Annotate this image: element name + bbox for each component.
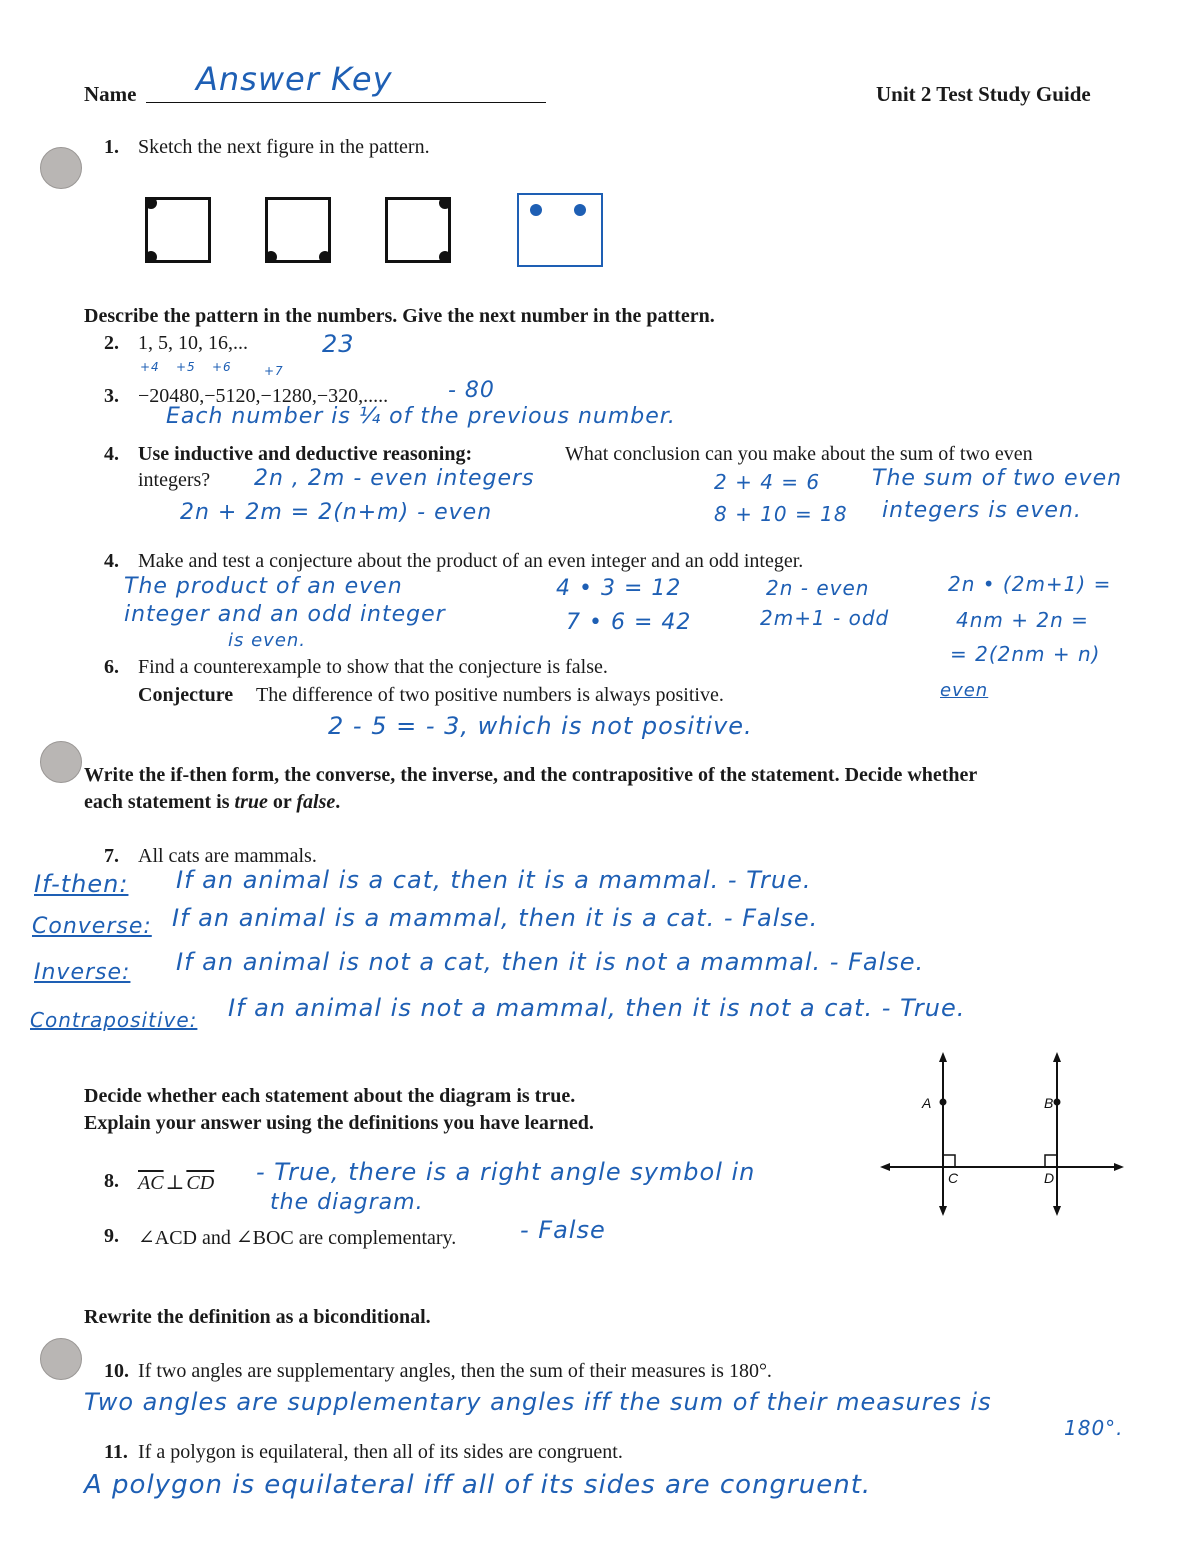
dot [145, 251, 157, 263]
q10-answer-line2: 180°. [1064, 1416, 1124, 1440]
q4b-hw-result2: 4nm + 2n = [956, 608, 1089, 632]
arrow-down-c [939, 1206, 947, 1216]
name-value: Answer Key [196, 60, 393, 98]
q4b-text: Make and test a conjecture about the product of an even integer and an odd integer. [138, 550, 804, 572]
name-underline [146, 102, 546, 103]
q4a-text: What conclusion can you make about the sum of two even [565, 443, 1033, 465]
word-true: true [234, 791, 268, 813]
q8-number: 8. [104, 1170, 119, 1192]
q2-diff-1: +4 [140, 360, 160, 374]
q9-text: ∠ACD and ∠BOC are complementary. [138, 1227, 457, 1249]
point-b [1054, 1099, 1061, 1106]
q11-answer: A polygon is equilateral iff all of its sides are congruent. [84, 1470, 872, 1500]
segment-cd: $\overline{CD}$ [186, 1172, 215, 1194]
q9-number: 9. [104, 1225, 119, 1247]
point-a [940, 1099, 947, 1106]
q8-statement [138, 1170, 214, 1195]
q2-diff-3: +6 [212, 360, 232, 374]
dot [145, 197, 157, 209]
q7-ifthen-label: If-then: [34, 870, 129, 898]
text: or [267, 791, 297, 813]
q3-number: 3. [104, 385, 119, 407]
q11-number: 11. [104, 1441, 128, 1463]
q2-diff-2: +5 [176, 360, 196, 374]
q2-answer: 23 [322, 330, 355, 358]
q7-number: 7. [104, 845, 119, 867]
q3-explanation: Each number is ¼ of the previous number. [166, 404, 676, 429]
q6-number: 6. [104, 656, 119, 678]
q4a-text2: integers? [138, 469, 211, 491]
q4b-hw-result3: = 2(2nm + n) [950, 642, 1101, 666]
arrow-down-d [1053, 1206, 1061, 1216]
q11-text: If a polygon is equilateral, then all of its sides are congruent. [138, 1441, 623, 1463]
q4b-hw-result4: even [940, 680, 989, 701]
dot [574, 204, 586, 216]
section-conditional-line1: Write the if-then form, the converse, the inverse, and the contrapositive of the statement. Decide whether [84, 764, 978, 786]
label-d: D [1044, 1170, 1055, 1186]
q2-sequence: 1, 5, 10, 16,... [138, 332, 248, 354]
q1-number: 1. [104, 136, 119, 158]
section-diagram-line1: Decide whether each statement about the diagram is true. [84, 1085, 576, 1107]
page-title: Unit 2 Test Study Guide [876, 82, 1091, 106]
section-diagram-line2: Explain your answer using the definitions you have learned. [84, 1112, 594, 1134]
q4a-number: 4. [104, 443, 119, 465]
q4a-hw-conclusion1: The sum of two even [872, 466, 1123, 491]
pattern-figure-1 [145, 197, 211, 263]
hole-punch-top [40, 147, 82, 189]
q4b-hw-example1: 4 • 3 = 12 [556, 576, 682, 601]
q6-conjecture-label: Conjecture [138, 684, 234, 706]
q8-answer-line2: the diagram. [270, 1190, 424, 1215]
label-b: B [1044, 1095, 1054, 1111]
perpendicular-lines-diagram [880, 1050, 1130, 1220]
arrow-up-b [1053, 1052, 1061, 1062]
q7-contrapositive: If an animal is not a mammal, then it is not a cat. - True. [228, 994, 966, 1022]
q10-answer-line1: Two angles are supplementary angles iff the sum of their measures is [84, 1388, 992, 1416]
text: each statement is [84, 791, 235, 813]
q9-answer: - False [520, 1216, 606, 1244]
q10-number: 10. [104, 1360, 129, 1382]
dot [439, 197, 451, 209]
q4b-hw-conclusion3: is even. [228, 630, 307, 651]
right-angle-symbol-d [1045, 1155, 1057, 1167]
q4b-number: 4. [104, 550, 119, 572]
section-biconditional-heading: Rewrite the definition as a biconditional. [84, 1306, 431, 1328]
q6-text: Find a counterexample to show that the conjecture is false. [138, 656, 608, 678]
q4a-hw-line1: 2n , 2m - even integers [254, 466, 535, 491]
q7-converse-label: Converse: [32, 914, 152, 939]
q7-contrapositive-label: Contrapositive: [30, 1008, 198, 1032]
segment-ac: $\overline{AC}$ [138, 1172, 164, 1194]
dot [319, 251, 331, 263]
text: . [335, 791, 341, 813]
q1-text: Sketch the next figure in the pattern. [138, 136, 430, 158]
right-angle-symbol-c [943, 1155, 955, 1167]
word-false: false [296, 791, 336, 813]
arrow-right [1114, 1163, 1124, 1171]
q6-conjecture-text: The difference of two positive numbers is always positive. [256, 684, 724, 706]
pattern-figure-4-answer [517, 193, 603, 267]
hole-punch-middle [40, 741, 82, 783]
q7-inverse: If an animal is not a cat, then it is not a mammal. - False. [176, 948, 925, 976]
q4a-hw-example1: 2 + 4 = 6 [714, 470, 821, 494]
arrow-up-a [939, 1052, 947, 1062]
dot [265, 251, 277, 263]
label-a: A [922, 1095, 932, 1111]
q4b-hw-example2: 7 • 6 = 42 [566, 610, 692, 635]
q7-inverse-label: Inverse: [34, 960, 131, 985]
label-c: C [948, 1170, 959, 1186]
dot [439, 251, 451, 263]
q10-text: If two angles are supplementary angles, then the sum of their measures is 180°. [138, 1360, 772, 1382]
q7-converse: If an animal is a mammal, then it is a cat. - False. [172, 904, 819, 932]
section-conditional-line2 [84, 791, 340, 814]
q7-text: All cats are mammals. [138, 845, 317, 867]
q2-number: 2. [104, 332, 119, 354]
pattern-figure-3 [385, 197, 451, 263]
perp-symbol: ⊥ [165, 1172, 185, 1194]
q4b-hw-conclusion1: The product of an even [124, 574, 403, 599]
q6-answer: 2 - 5 = - 3, which is not positive. [328, 712, 753, 740]
q3-answer: - 80 [448, 378, 495, 403]
name-label: Name [84, 82, 137, 106]
q4b-hw-result1: 2n • (2m+1) = [948, 572, 1112, 596]
q4a-hw-conclusion2: integers is even. [882, 498, 1082, 523]
q2-diff-4: +7 [264, 364, 284, 378]
q4a-lead: Use inductive and deductive reasoning: [138, 443, 473, 465]
arrow-left [880, 1163, 890, 1171]
q7-ifthen: If an animal is a cat, then it is a mammal. - True. [176, 866, 812, 894]
q4b-hw-proof2: 2m+1 - odd [760, 606, 890, 630]
q4b-hw-conclusion2: integer and an odd integer [124, 602, 446, 627]
q4a-hw-line2: 2n + 2m = 2(n+m) - even [180, 500, 493, 525]
section-pattern-heading: Describe the pattern in the numbers. Give the next number in the pattern. [84, 305, 715, 327]
q4b-hw-proof1: 2n - even [766, 576, 870, 600]
q3-sequence: −20480,−5120,−1280,−320,..... [138, 385, 389, 407]
q8-answer-line1: - True, there is a right angle symbol in [256, 1158, 756, 1186]
q4a-hw-example2: 8 + 10 = 18 [714, 502, 848, 526]
dot [530, 204, 542, 216]
hole-punch-bottom [40, 1338, 82, 1380]
pattern-figure-2 [265, 197, 331, 263]
